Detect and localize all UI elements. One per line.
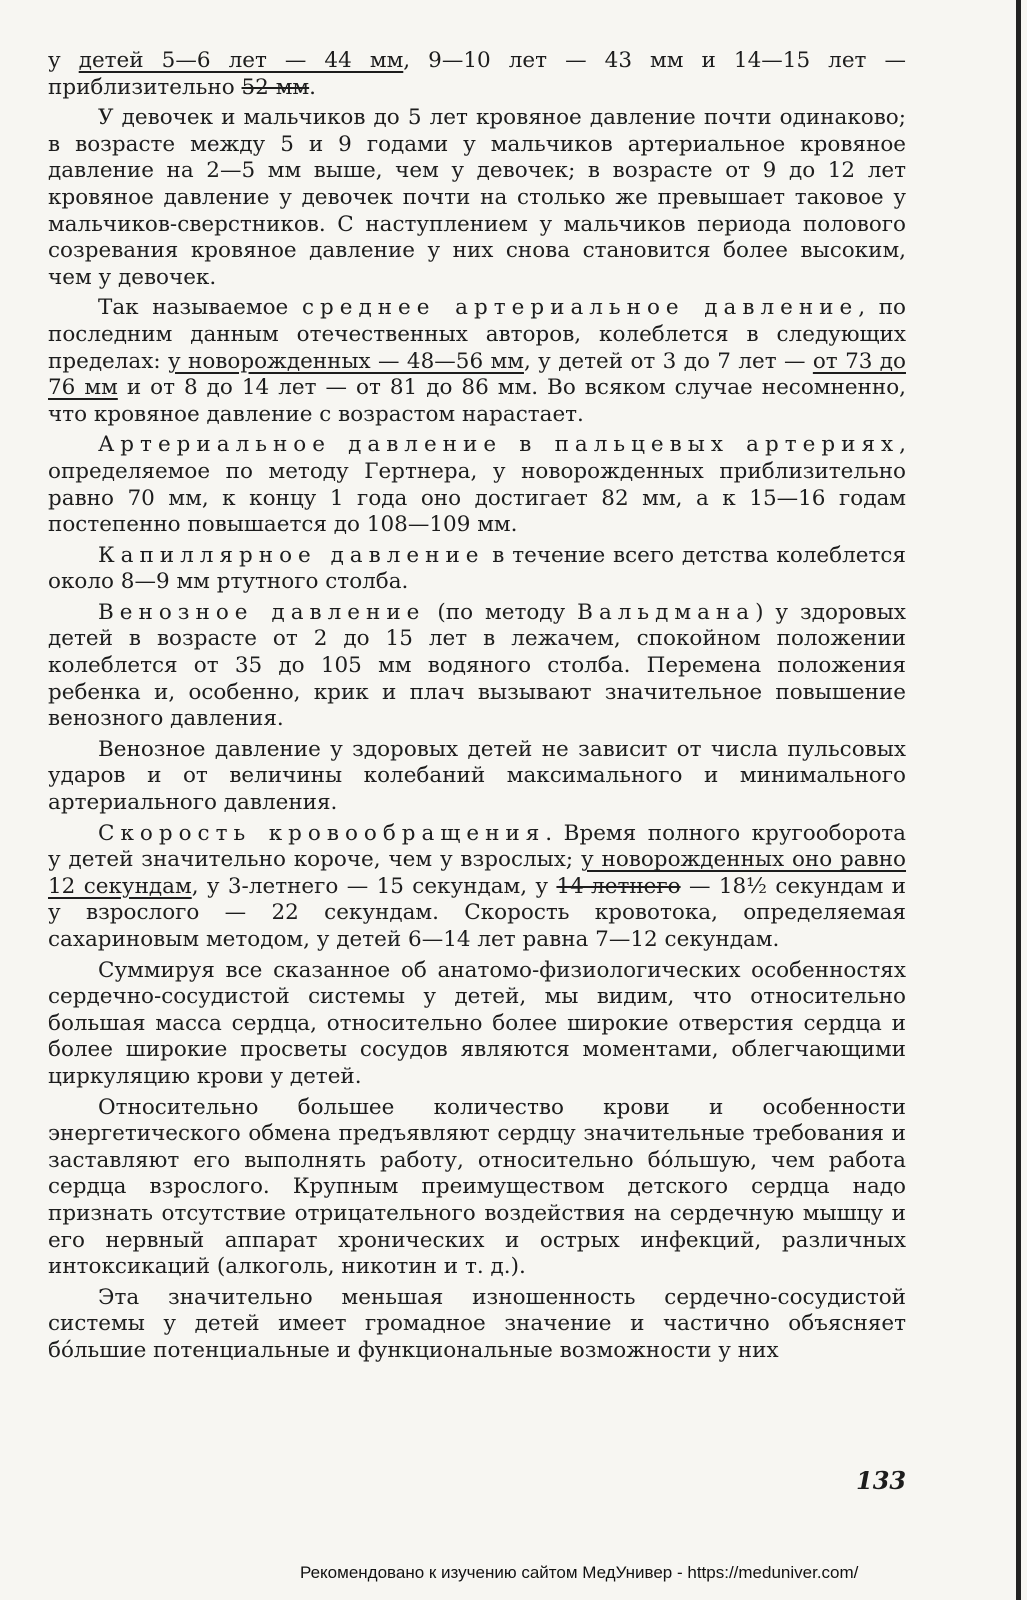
text-run: , у детей от 3 до 7 лет — (523, 348, 813, 374)
struck-text: 14-летнего (556, 873, 681, 899)
underlined-text: от 73 до 76 мм (48, 348, 906, 401)
text-run: у (48, 48, 79, 73)
paragraph-7: Венозное давление у здоровых детей не зависит от числа пульсовых ударов и от величины колебаний максимального и минимального артериального давления. (48, 736, 906, 816)
spaced-term: Капиллярное давление (98, 542, 485, 568)
paragraph-2: У девочек и мальчиков до 5 лет кровяное давление почти одинаково; в возрасте между 5 и 9 годами у мальчиков артериальное кровяное давление на 2—5 мм выше, чем у девочек; в возрасте от 9 до 12 лет кровяное давление у девочек почти на столько же превышает таковое у мальчиков-сверстников. С наступлением у мальчиков периода полового созревания кровяное давление у них снова становится более высоким, чем у девочек. (48, 105, 906, 290)
paragraph-4 (48, 432, 906, 538)
paragraph-11: Эта значительно меньшая изношенность сердечно-сосудистой системы у детей имеет громадное значение и частично объясняет бóльшие потенциальные и функциональные возможности у них (48, 1284, 906, 1363)
paragraph-9: Суммируя все сказанное об анатомо-физиологических особенностях сердечно-сосудистой системы у детей, мы видим, что относительно большая масса сердца, относительно более широкие отверстия сердца и более широкие просветы сосудов являются моментами, облегчающими циркуляцию крови у детей. (48, 957, 906, 1089)
paragraph-5 (48, 543, 906, 596)
underlined-text: детей 5—6 лет — 44 мм (78, 48, 404, 73)
underlined-text: у новорожденных — 48—56 мм (168, 348, 524, 374)
text-run: , у 3-летнего — 15 секундам, у (191, 873, 557, 899)
text-run: ) у здоровых детей в возрасте от 2 до 15 лет в лежачем, спокойном положении колеблется от 35 до 105 мм водяного столба. Перемена положения ребенка и, особенно, крик и плач вызывают значительное повышение венозного давления. (48, 599, 907, 732)
paragraph-6 (48, 600, 906, 733)
text-run: . (309, 74, 316, 100)
spaced-term: среднее артериальное давление (301, 295, 859, 321)
spaced-term: Артериальное давление в пальцевых артериях (98, 432, 900, 458)
text-run: и от 8 до 14 лет — от 81 до 86 мм. Во всяком случае несомненно, что кровяное давление с возрастом нарастает. (48, 375, 906, 427)
paragraph-1 (48, 48, 906, 101)
underlined-text: у новорожденных оно равно 12 секундам (48, 847, 907, 899)
text-run: , определяемое по методу Гертнера, у новорожденных приблизительно равно 70 мм, к концу 1 года оно достигает 82 мм, а к 15—16 годам постепенно повышается до 108—109 мм. (48, 432, 906, 538)
text-run: (по методу (425, 599, 578, 625)
footer-recommendation: Рекомендовано к изучению сайтом МедУнивер - https://meduniver.com/ (300, 1563, 859, 1582)
page-number: 133 (856, 1466, 907, 1495)
text-run: Так называемое (98, 295, 302, 321)
main-text (48, 48, 906, 1369)
text-run: в течение всего детства колеблется около 8—9 мм ртутного столба. (48, 542, 906, 595)
text-run: , 9—10 лет — 43 мм и 14—15 лет — приблизительно (48, 48, 907, 100)
paragraph-10: Относительно большее количество крови и особенности энергетического обмена предъявляют сердцу значительные требования и заставляют его выполнять работу, относительно бóльшую, чем работа сердца взрослого. Крупным преимуществом детского сердца надо признать отсутствие отрицательного воздействия на сердечную мышцу и его нервный аппарат хронических и острых инфекций, различных интоксикаций (алкоголь, никотин и т. д.). (48, 1094, 906, 1280)
struck-text: 52 мм (241, 74, 310, 100)
text-run: . Время полного кругооборота у детей значительно короче, чем у взрослых; (48, 820, 906, 873)
spaced-name: Вальдмана (577, 599, 756, 625)
text-run: — 18½ секундам и у взрослого — 22 секундам. Скорость кровотока, определяемая сахариновым методом, у детей 6—14 лет равна 7—12 секундам. (48, 873, 907, 952)
text-run: , по последним данным отечественных авторов, колеблется в следующих пределах: (48, 295, 906, 374)
paragraph-3 (48, 295, 906, 428)
page-edge (1016, 0, 1021, 1600)
paragraph-8 (48, 821, 906, 954)
spaced-term: Скорость кровообращения (98, 820, 546, 846)
spaced-term: Венозное давление (98, 599, 426, 625)
